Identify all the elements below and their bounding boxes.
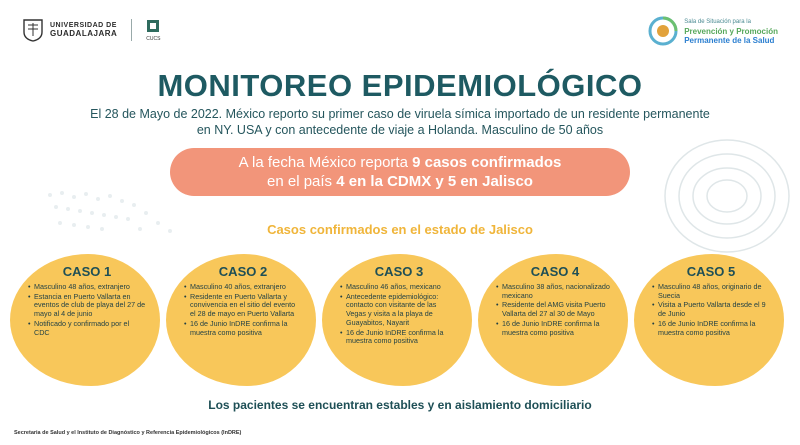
banner-line2	[170, 172, 630, 191]
contour-lines-decoration	[655, 130, 795, 260]
case-detail-item: • Masculino 46 años, mexicano	[340, 283, 458, 292]
udg-name-line2: GUADALAJARA	[50, 29, 118, 38]
sala-situacion-logo	[648, 16, 778, 46]
udg-name-line1: UNIVERSIDAD DE	[50, 22, 117, 29]
intro-paragraph: El 28 de Mayo de 2022. México reporto su primer caso de viruela símica importado de un residente permanente en NY. USA y con antecedente de viaje a Holanda. Masculino de 50 años	[90, 107, 710, 137]
case-card-4	[478, 254, 628, 386]
section-subtitle: Casos confirmados en el estado de Jalisco	[267, 222, 533, 237]
case-detail-item: • 16 de Junio InDRE confirma la muestra como positiva	[184, 320, 302, 337]
case-detail-item: • Masculino 40 años, extranjero	[184, 283, 302, 292]
cucs-logo	[146, 19, 160, 42]
case-title: CASO 1	[62, 264, 112, 279]
banner-part2: en el país	[267, 173, 337, 190]
logo-divider	[131, 19, 132, 41]
case-detail-item: • 16 de Junio InDRE confirma la muestra como positiva	[340, 329, 458, 346]
case-card-2	[166, 254, 316, 386]
case-detail-item: • Visita a Puerto Vallarta desde el 9 de Junio	[652, 301, 770, 318]
summary-banner	[170, 148, 630, 196]
banner-bold1: 9 casos confirmados	[412, 154, 562, 171]
case-detail-item: • Masculino 48 años, extranjero	[28, 283, 146, 292]
case-details	[184, 283, 302, 337]
case-details	[496, 283, 614, 337]
udg-logo-group	[22, 18, 160, 42]
sala-line1: Sala de Situación para la	[684, 18, 751, 25]
sala-text	[684, 18, 778, 45]
case-details	[28, 283, 146, 337]
case-title: CASO 2	[218, 264, 268, 279]
case-card-1	[10, 254, 160, 386]
case-detail-item: • Masculino 38 años, nacionalizado mexicano	[496, 283, 614, 300]
case-details	[340, 283, 458, 346]
case-detail-item: • Estancia en Puerto Vallarta en eventos de club de playa del 27 de mayo al 4 de junio	[28, 293, 146, 319]
case-title: CASO 4	[530, 264, 580, 279]
udg-seal-icon	[22, 18, 44, 42]
sala-emblem-icon	[648, 16, 678, 46]
patient-status-message: Los pacientes se encuentran estables y en aislamiento domiciliario	[208, 398, 592, 412]
case-card-3	[322, 254, 472, 386]
case-detail-item: • 16 de Junio InDRE confirma la muestra como positiva	[496, 320, 614, 337]
case-detail-item: • 16 de Junio InDRE confirma la muestra como positiva	[652, 320, 770, 337]
case-title: CASO 3	[374, 264, 424, 279]
udg-name	[50, 22, 117, 38]
sala-line2: Prevención y Promoción	[684, 26, 778, 36]
banner-bold2: 4 en la CDMX y 5 en Jalisco	[336, 173, 533, 190]
case-title: CASO 5	[686, 264, 736, 279]
cucs-emblem-icon	[146, 19, 160, 35]
sala-line3: Permanente de la Salud	[684, 35, 775, 45]
case-detail-item: • Notificado y confirmado por el CDC	[28, 320, 146, 337]
page-title: MONITOREO EPIDEMIOLÓGICO	[157, 68, 643, 103]
banner-line1	[170, 153, 630, 172]
case-card-5	[634, 254, 784, 386]
source-credit: Secretaria de Salud y el Instituto de Diagnóstico y Referencia Epidemiológicos (InDRE)	[14, 430, 242, 436]
case-details	[652, 283, 770, 337]
case-detail-item: • Residente del AMG visita Puerto Vallarta del 27 al 30 de Mayo	[496, 301, 614, 318]
banner-part1: A la fecha México reporta	[238, 154, 413, 171]
case-detail-item: • Residente en Puerto Vallarta y convivencia en el sitio del evento el 28 de mayo en Puerto Vallarta	[184, 293, 302, 319]
case-detail-item: • Antecedente epidemiológico: contacto con visitante de las Vegas y visita a la playa de Guayabitos, Nayarit	[340, 293, 458, 328]
case-detail-item: • Masculino 48 años, originario de Suecia	[652, 283, 770, 300]
cucs-label: CUCS	[146, 35, 161, 42]
